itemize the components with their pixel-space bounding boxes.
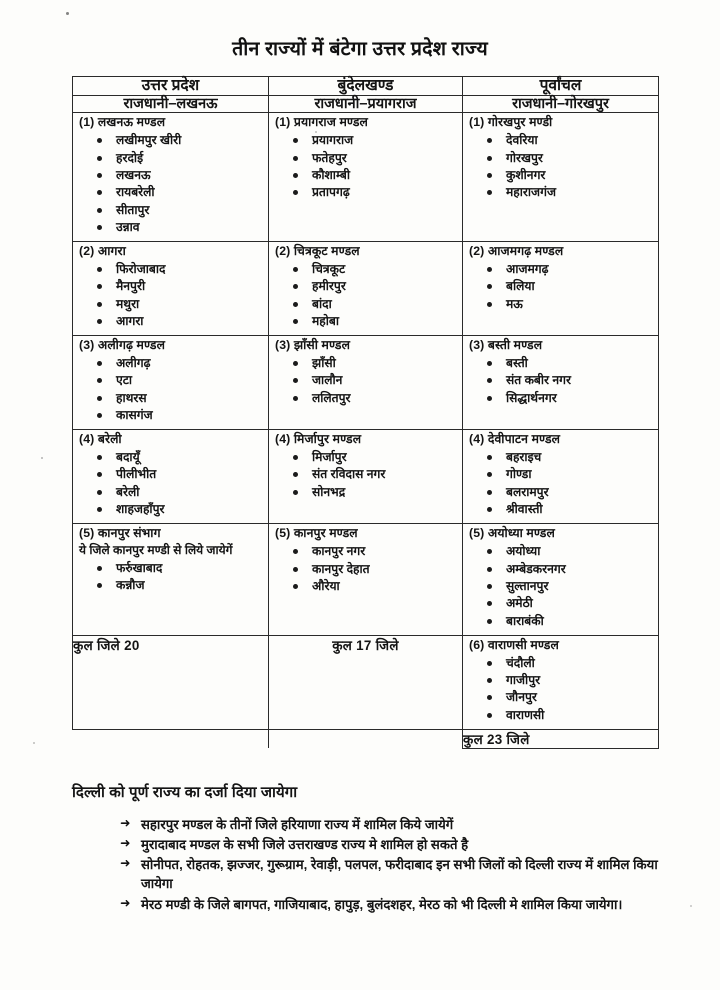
list-item: प्रयागराज [293,132,457,149]
scan-speckle [66,12,69,15]
list-item: एटा [97,372,263,389]
list-item: गाजीपुर [487,672,653,689]
list-item: चंदौली [487,655,653,672]
list-item: बस्ती [487,355,653,372]
list-item: सिद्धार्थनगर [487,390,653,407]
cell-up-section-5 [73,524,269,635]
list-item: उन्नाव [97,219,263,236]
list-item: कानपुर देहात [293,561,457,578]
cell-up-section-2 [73,242,269,336]
column-header-uttar-pradesh: उत्तर प्रदेश [73,77,269,96]
district-list [275,261,457,330]
page-title: तीन राज्यों में बंटेगा उत्तर प्रदेश राज्य [232,38,488,60]
empty-cell [269,729,463,748]
district-list [469,261,653,313]
division-title: (3) झाँसी मण्डल [275,338,351,353]
list-item: मऊ [487,296,653,313]
list-item: बलिया [487,278,653,295]
footer-heading: दिल्ली को पूर्ण राज्य का दर्जा दिया जायेगा [72,784,298,801]
list-item: बरेली [97,484,263,501]
scan-speckle [690,905,692,907]
list-item: पीलीभीत [97,466,263,483]
list-item: बदायूँ [97,449,263,466]
district-list [469,449,653,518]
list-item: सोनभद्र [293,484,457,501]
division-block [463,430,658,523]
list-item: चित्रकूट [293,261,457,278]
scan-speckle [33,742,35,744]
district-list [79,355,263,424]
cell-bk-section-1 [269,113,463,242]
division-block [73,524,268,599]
division-title: (4) देवीपाटन मण्डल [469,432,561,447]
table-header-row [73,77,659,96]
list-item: वाराणसी [487,707,653,724]
list-item: रायबरेली [97,184,263,201]
division-block [73,336,268,429]
list-item: हाथरस [97,390,263,407]
district-list [469,355,653,407]
list-item: गोरखपुर [487,150,653,167]
list-item: ➜ सोनीपत, रोहतक, झज्जर, गुरूग्राम, रेवाड़ी, पलपल, फरीदाबाद इन सभी जिलों को दिल्ली राज्य में शामिल किया जायेगा [120,855,672,893]
division-block [269,524,462,600]
list-item: कुशीनगर [487,167,653,184]
list-item: कासगंज [97,407,263,424]
list-item: मिर्जापुर [293,449,457,466]
district-list [79,132,263,236]
list-item: बलरामपुर [487,484,653,501]
list-item: ललितपुर [293,390,457,407]
division-block [269,242,462,335]
district-list [275,132,457,201]
division-title: (2) चित्रकूट मण्डल [275,244,360,259]
capital-uttar-pradesh: राजधानी–लखनऊ [73,95,269,113]
cell-up-section-1 [73,113,269,242]
district-list [469,543,653,630]
list-item: झाँसी [293,355,457,372]
footer-section [72,782,672,915]
district-list [469,655,653,724]
list-item: सीतापुर [97,202,263,219]
footer-notes-list [72,815,672,914]
division-title: (4) बरेली [79,432,122,447]
district-list [79,449,263,518]
division-title: (5) कानपुर मण्डल [275,526,358,541]
list-item: श्रीवास्ती [487,501,653,518]
cell-bk-section-5 [269,524,463,635]
district-list [275,543,457,595]
division-title: (1) गोरखपुर मण्डी [469,115,553,130]
cell-pv-section-3 [463,336,659,430]
division-note: ये जिले कानपुर मण्डी से लिये जायेगें [79,543,233,558]
section-row-4 [73,430,659,524]
scan-speckle [41,457,43,459]
capital-bundelkhand: राजधानी–प्रयागराज [269,95,463,113]
list-item: हमीरपुर [293,278,457,295]
list-item: देवरिया [487,132,653,149]
division-title: (2) आगरा [79,244,126,259]
list-item: संत रविदास नगर [293,466,457,483]
cell-pv-section-5 [463,524,659,635]
column-header-bundelkhand: बुंदेलखण्ड [269,77,463,96]
list-item: ➜ सहारपुर मण्डल के तीनों जिले हरियाणा राज्य में शामिल किये जायेगें [120,815,672,834]
list-item: फिरोजाबाद [97,261,263,278]
list-item: लखनऊ [97,167,263,184]
division-block [463,636,658,729]
list-item: फर्रुखाबाद [97,560,263,577]
list-item: कौशाम्बी [293,167,457,184]
list-item: शाहजहाँपुर [97,501,263,518]
capital-purvanchal: राजधानी–गोरखपुर [463,95,659,113]
section-row-1 [73,113,659,242]
list-item: हरदोई [97,150,263,167]
list-item: कन्नौज [97,577,263,594]
division-block [73,430,268,523]
list-item: ➜ मुरादाबाद मण्डल के सभी जिले उत्तराखण्ड राज्य मे शामिल हो सकते है [120,835,672,854]
district-list [79,560,263,595]
totals-row [73,635,659,729]
list-item: सुल्तानपुर [487,578,653,595]
purvanchal-total-row [73,729,659,748]
district-list [469,132,653,201]
list-item: बहराइच [487,449,653,466]
list-item: गोण्डा [487,466,653,483]
capital-row [73,95,659,113]
list-item: बाराबंकी [487,613,653,630]
list-item: बांदा [293,296,457,313]
list-item: मथुरा [97,296,263,313]
section-row-3 [73,336,659,430]
list-item: मैनपुरी [97,278,263,295]
division-title: (5) अयोध्या मण्डल [469,526,555,541]
division-block [463,242,658,318]
division-block [73,113,268,241]
total-bundelkhand: कुल 17 जिले [269,635,463,729]
list-item: औरेया [293,578,457,595]
list-item: लखीमपुर खीरी [97,132,263,149]
list-item: ➜ मेरठ मण्डी के जिले बागपत, गाजियाबाद, हापुड़, बुलंदशहर, मेरठ को भी दिल्ली मे शामिल किया जायेगा। [120,895,672,914]
list-item: संत कबीर नगर [487,372,653,389]
cell-bk-section-2 [269,242,463,336]
list-item: अलीगढ़ [97,355,263,372]
division-title: (1) लखनऊ मण्डल [79,115,166,130]
list-item: फतेहपुर [293,150,457,167]
division-block [269,336,462,412]
division-block [463,524,658,634]
cell-pv-section-6 [463,635,659,729]
list-item: प्रतापगढ़ [293,184,457,201]
division-title: (1) प्रयागराज मण्डल [275,115,368,130]
cell-pv-section-2 [463,242,659,336]
list-item: कानपुर नगर [293,543,457,560]
list-item: जालौन [293,372,457,389]
division-title: (5) कानपुर संभाग [79,526,161,541]
division-block [463,336,658,412]
total-purvanchal: कुल 23 जिले [463,729,659,748]
list-item: महाराजगंज [487,184,653,201]
division-title: (6) वाराणसी मण्डल [469,637,559,652]
list-item: आगरा [97,313,263,330]
cell-up-section-3 [73,336,269,430]
cell-pv-section-1 [463,113,659,242]
section-row-5 [73,524,659,635]
column-header-purvanchal: पूर्वांचल [463,77,659,96]
division-title: (3) बस्ती मण्डल [469,338,543,353]
district-list [275,355,457,407]
division-block [269,113,462,206]
division-block [463,113,658,206]
division-block [269,430,462,506]
list-item: आजमगढ़ [487,261,653,278]
section-row-2 [73,242,659,336]
division-block [73,242,268,335]
states-division-table [72,76,659,749]
empty-cell [73,729,269,748]
total-uttar-pradesh: कुल जिले 20 [73,635,269,729]
division-title: (4) मिर्जापुर मण्डल [275,432,362,447]
list-item: महोबा [293,313,457,330]
division-title: (3) अलीगढ़ मण्डल [79,338,166,353]
cell-bk-section-3 [269,336,463,430]
cell-up-section-4 [73,430,269,524]
list-item: अम्बेडकरनगर [487,561,653,578]
district-list [79,261,263,330]
list-item: अमेठी [487,595,653,612]
list-item: जौनपुर [487,689,653,706]
list-item: अयोध्या [487,543,653,560]
cell-pv-section-4 [463,430,659,524]
division-title: (2) आजमगढ़ मण्डल [469,244,564,259]
cell-bk-section-4 [269,430,463,524]
district-list [275,449,457,501]
